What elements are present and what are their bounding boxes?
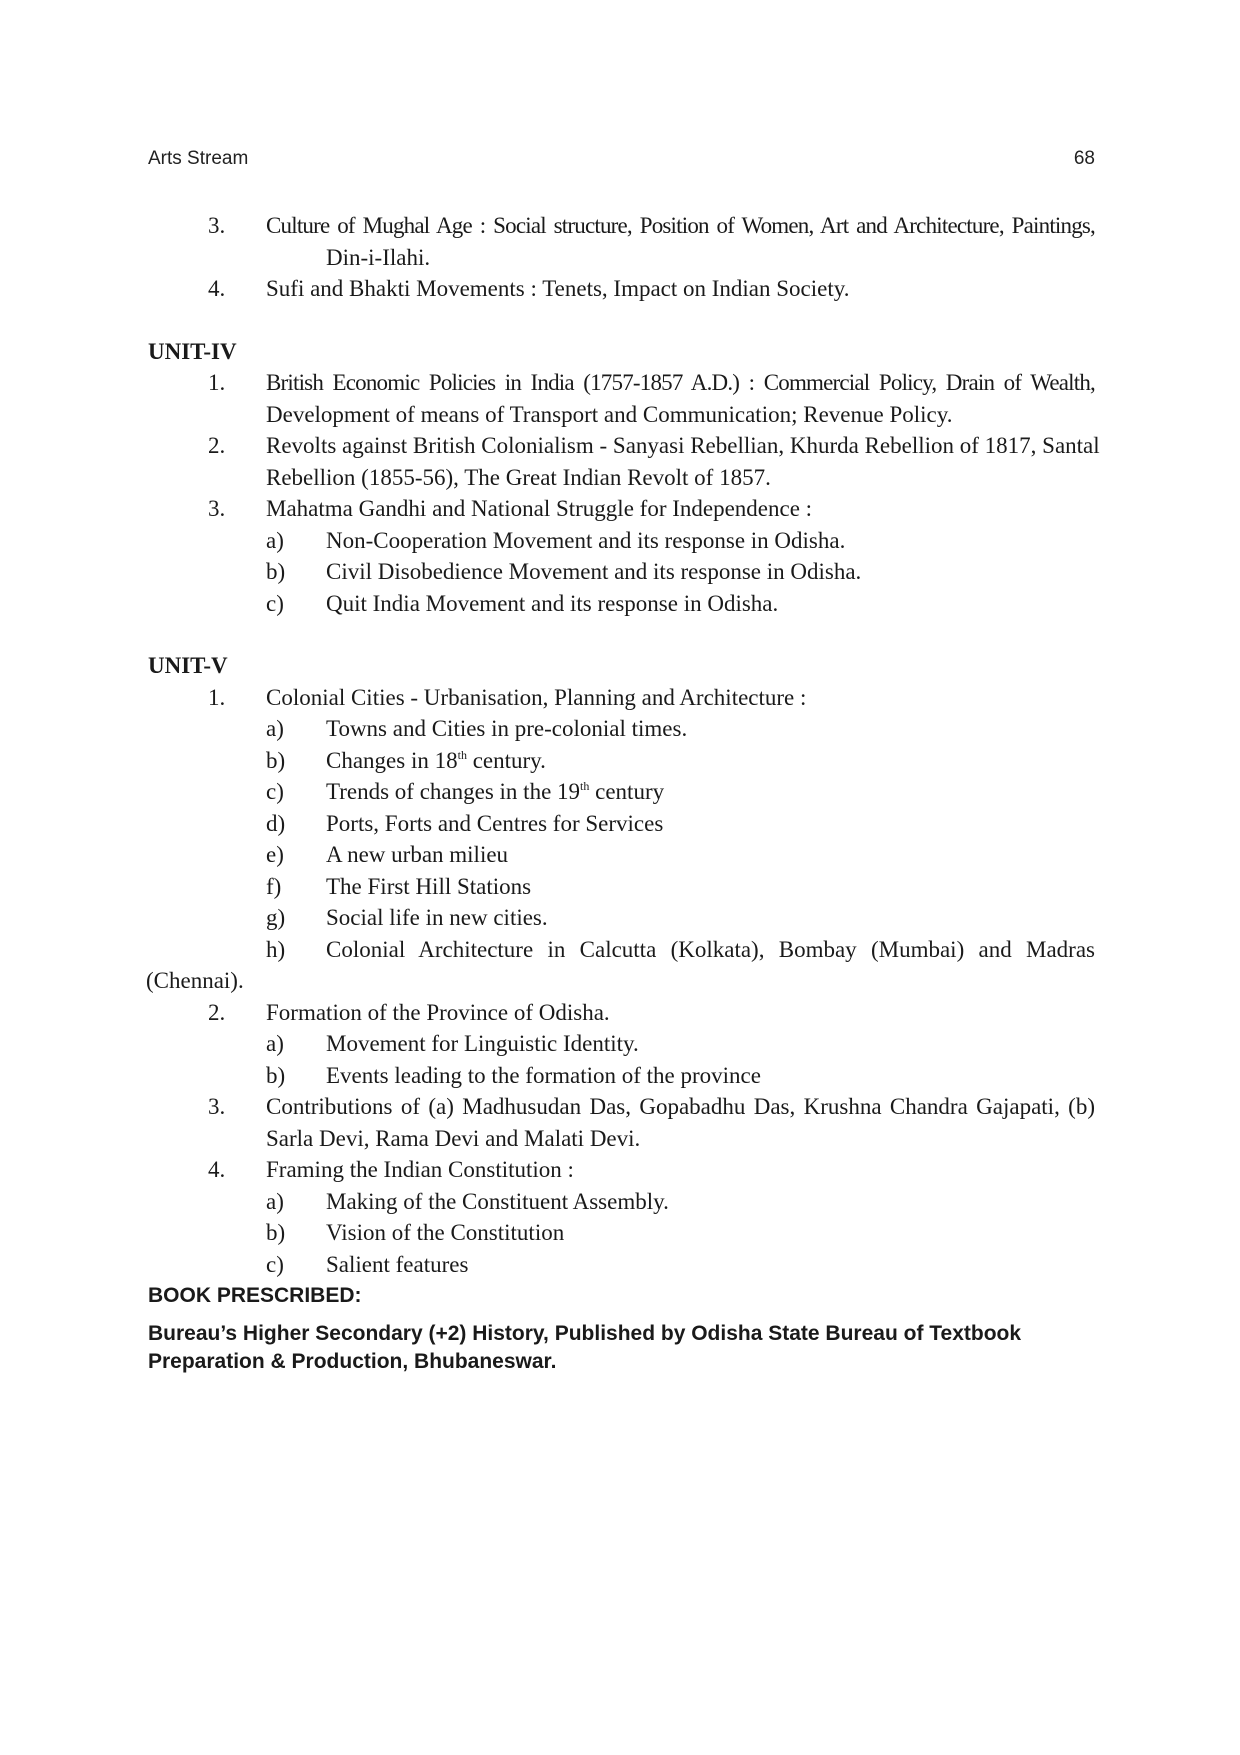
- page-number: 68: [1073, 148, 1095, 169]
- list-item: 1. British Economic Policies in India (1757-1857 A.D.) : Commercial Policy, Drain of Wealth,: [208, 370, 1095, 395]
- unit-heading: UNIT-V: [148, 653, 228, 678]
- list-item: 1. Colonial Cities - Urbanisation, Planning and Architecture :: [208, 684, 807, 710]
- list-item: 2. Revolts against British Colonialism - Sanyasi Rebellian, Khurda Rebellion of 1817, Santal: [208, 433, 1100, 458]
- list-item: 3. Culture of Mughal Age : Social structure, Position of Women, Art and Architecture, Paintings,: [208, 213, 1095, 238]
- list-item-continuation: Rebellion (1855-56), The Great Indian Revolt of 1857.: [266, 464, 771, 490]
- sub-list-item: b) Vision of the Constitution: [266, 1220, 565, 1245]
- book-prescribed-section: [148, 1282, 1095, 1376]
- syllabus-content: [146, 210, 1100, 1376]
- unit-heading: UNIT-IV: [148, 338, 237, 364]
- sub-list-item: f) The First Hill Stations: [266, 873, 532, 899]
- book-prescribed-text: Bureau’s Higher Secondary (+2) History, Published by Odisha State Bureau of Textbook Preparation & Production, Bhubaneswar.: [148, 1322, 1022, 1373]
- sub-list-item: b) Civil Disobedience Movement and its response in Odisha.: [266, 559, 862, 584]
- list-item: 3. Mahatma Gandhi and National Struggle for Independence :: [208, 496, 813, 521]
- sub-list-item: a) Making of the Constituent Assembly.: [266, 1188, 669, 1214]
- sub-list-item: d) Ports, Forts and Centres for Services: [266, 810, 664, 836]
- sub-list-item: b) Changes in 18th century.: [266, 747, 546, 773]
- sub-list-item: e) A new urban milieu: [266, 842, 509, 867]
- list-item-continuation: Din-i-Ilahi.: [326, 244, 431, 270]
- sub-list-item: c) Salient features: [266, 1251, 469, 1277]
- list-item-continuation: (Chennai).: [146, 968, 244, 993]
- list-item-continuation: Sarla Devi, Rama Devi and Malati Devi.: [266, 1125, 641, 1151]
- sub-list-item: h) Colonial Architecture in Calcutta (Kolkata), Bombay (Mumbai) and Madras: [266, 936, 1095, 962]
- list-item-continuation: Development of means of Transport and Communication; Revenue Policy.: [266, 401, 953, 427]
- sub-list-item: a) Non-Cooperation Movement and its response in Odisha.: [266, 527, 846, 553]
- list-item: 4. Framing the Indian Constitution :: [208, 1157, 574, 1182]
- book-prescribed-heading: BOOK PRESCRIBED:: [148, 1284, 362, 1307]
- list-item: 4. Sufi and Bhakti Movements : Tenets, Impact on Indian Society.: [208, 276, 850, 301]
- sub-list-item: a) Towns and Cities in pre-colonial times.: [266, 716, 688, 741]
- list-item: 3. Contributions of (a) Madhusudan Das, Gopabadhu Das, Krushna Chandra Gajapati, (b): [208, 1094, 1095, 1119]
- sub-list-item: b) Events leading to the formation of the province: [266, 1062, 761, 1088]
- running-header-stream: Arts Stream: [148, 148, 249, 169]
- sub-list-item: g) Social life in new cities.: [266, 905, 548, 930]
- list-item: 2. Formation of the Province of Odisha.: [208, 999, 610, 1025]
- sub-list-item: a) Movement for Linguistic Identity.: [266, 1031, 639, 1056]
- sub-list-item: c) Trends of changes in the 19th century: [266, 779, 665, 804]
- sub-list-item: c) Quit India Movement and its response in Odisha.: [266, 590, 779, 616]
